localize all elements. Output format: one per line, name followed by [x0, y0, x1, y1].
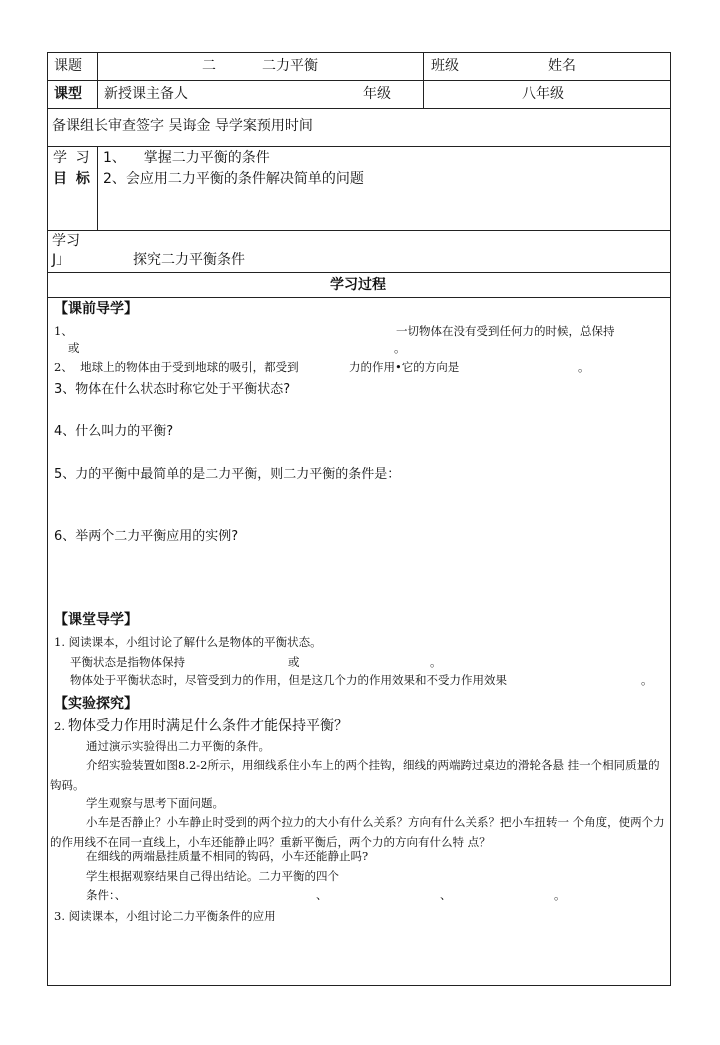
goals-label-line1: 学 习	[53, 150, 92, 166]
q6-text: 6、举两个二力平衡应用的实例?	[54, 529, 239, 544]
c2-a-text: 通过演示实验得出二力平衡的条件。	[86, 739, 270, 753]
column-divider	[97, 52, 98, 108]
goal-item-2: 2、会应用二力平衡的条件解决简单的问题	[103, 171, 364, 187]
q1-end: 。	[394, 341, 406, 355]
row-divider	[47, 297, 671, 298]
c2-f-text: 学生根据观察结果自己得出结论。二力平衡的四个	[86, 869, 339, 883]
c1-b-text: 物体处于平衡状态时，尽管受到力的作用，但是这几个力的作用效果和不受力作用效果	[70, 673, 507, 687]
c2-number: 2.	[54, 719, 65, 733]
q5-text: 5、力的平衡中最简单的是二力平衡，则二力平衡的条件是：	[54, 467, 401, 482]
q4-text: 4、什么叫力的平衡?	[54, 424, 174, 439]
c2-e-text: 在细线的两端悬挂质量不相同的钩码，小车还能静止吗?	[86, 849, 369, 863]
c3-text: 3. 阅读课本，小组讨论二力平衡条件的应用	[54, 909, 276, 923]
column-divider	[423, 52, 424, 108]
in-class-heading: 【课堂导学】	[54, 612, 138, 628]
q2-middle: 力的作用•它的方向是	[349, 360, 460, 374]
topic-label: 课题	[54, 58, 82, 74]
grade-label: 年级	[363, 86, 391, 102]
c1-a-end: 。	[430, 655, 442, 669]
experiment-heading: 【实验探究】	[54, 696, 138, 712]
q3-text: 3、物体在什么状态时称它处于平衡状态?	[54, 382, 291, 397]
c1-a-text: 平衡状态是指物体保持	[70, 655, 185, 669]
row-divider	[47, 146, 671, 147]
q2-end: 。	[578, 360, 590, 374]
review-signature-line: 备课组长审查签字 吴诲金 导学案预用时间	[52, 118, 313, 134]
focus-label-line1: 学习	[52, 233, 80, 249]
grade-value: 八年级	[522, 86, 564, 102]
row-divider	[47, 272, 671, 273]
type-label: 课型	[54, 86, 82, 102]
q1-text: 一切物体在没有受到任何力的时候，总保持	[396, 324, 615, 338]
row-divider	[47, 80, 671, 81]
q1-continuation: 或	[68, 341, 80, 355]
c2-b-paragraph: 介绍实验装置如图8.2-2所示，用细线系住小车上的两个挂钩，细线的两端跨过桌边的滑轮各悬 挂一个相同质量的钩码。	[50, 758, 660, 792]
class-label: 班级	[431, 58, 459, 74]
topic-title: 二力平衡	[262, 58, 318, 74]
c2-g-separator-2: 、	[440, 888, 452, 902]
q2-text: 2、 地球上的物体由于受到地球的吸引，都受到	[54, 360, 299, 374]
name-label: 姓名	[548, 58, 576, 74]
c2-question: 物体受力作用时满足什么条件才能保持平衡？	[68, 718, 348, 734]
goal-item-1: 1、 掌握二力平衡的条件	[103, 150, 270, 166]
focus-label-line2: J」	[52, 252, 71, 268]
row-divider	[47, 108, 671, 109]
c1-text: 1. 阅读课本，小组讨论了解什么是物体的平衡状态。	[54, 635, 322, 649]
c2-c-text: 学生观察与思考下面问题。	[86, 796, 224, 810]
c2-g-end: 。	[554, 888, 566, 902]
q1-number: 1、	[54, 324, 73, 338]
c2-g-text: 条件：、	[86, 888, 127, 902]
focus-value: 探究二力平衡条件	[133, 252, 245, 268]
row-divider	[47, 230, 671, 231]
goals-label-line2: 目 标	[53, 171, 92, 187]
type-value: 新授课主备人	[104, 86, 188, 102]
process-title: 学习过程	[330, 277, 386, 293]
pre-class-heading: 【课前导学】	[54, 301, 138, 317]
topic-number: 二	[202, 58, 216, 74]
c2-d-paragraph: 小车是否静止？小车静止时受到的两个拉力的大小有什么关系？方向有什么关系？把小车扭转一 个角度，使两个力的作用线不在同一直线上，小车还能静止吗？重新平衡后，两个力的方向有什么特 点？	[50, 815, 665, 849]
c2-g-separator-1: 、	[316, 888, 328, 902]
c1-a-or: 或	[288, 655, 300, 669]
c1-b-end: 。	[641, 673, 653, 687]
column-divider	[97, 146, 98, 230]
